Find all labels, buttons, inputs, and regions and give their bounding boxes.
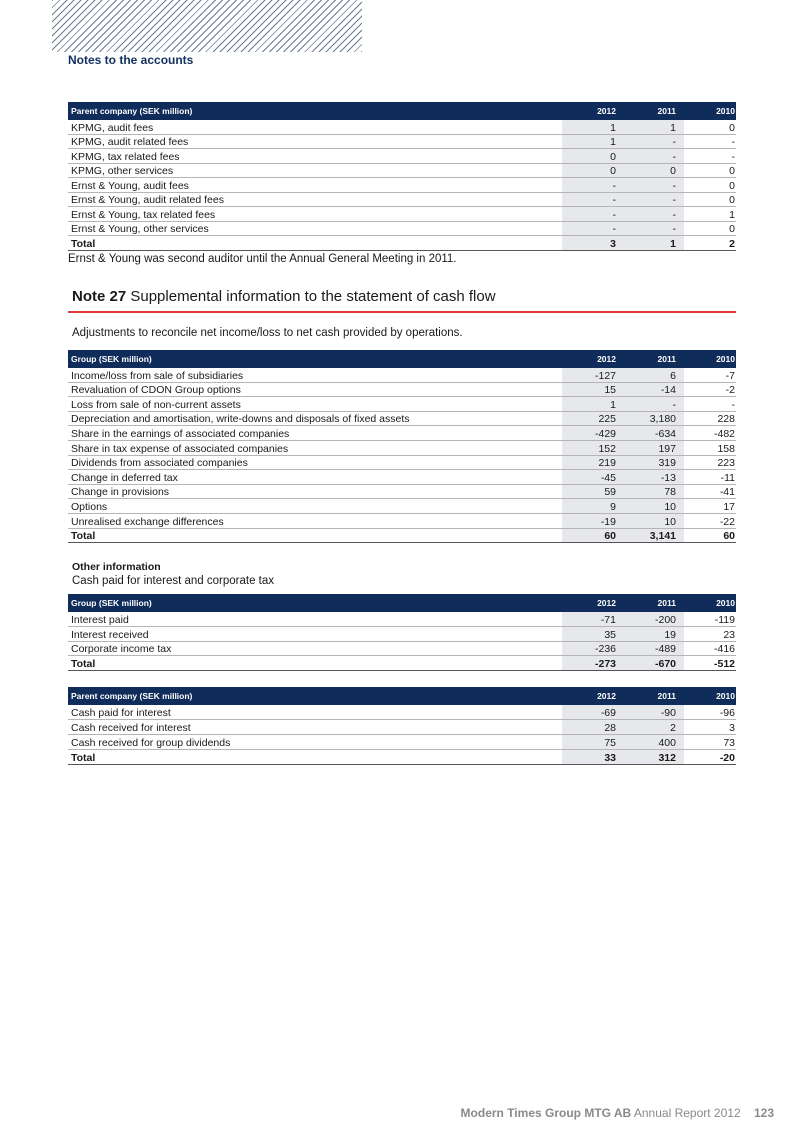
row-value: - <box>731 398 735 411</box>
row-value: 10 <box>664 500 676 513</box>
header-label: Group (SEK million) <box>71 598 152 608</box>
table-row <box>68 164 736 179</box>
row-value: - <box>612 179 616 192</box>
header-year: 2012 <box>597 691 616 701</box>
header-year: 2012 <box>597 354 616 364</box>
row-value: -7 <box>725 369 735 382</box>
table-header <box>68 350 736 368</box>
table-row <box>68 207 736 222</box>
table-row <box>68 485 736 500</box>
row-label: Share in tax expense of associated companies <box>71 442 289 455</box>
table-row <box>68 441 736 456</box>
row-value: 78 <box>664 486 676 499</box>
row-value: -119 <box>714 613 735 626</box>
row-label: Ernst & Young, other services <box>71 223 209 235</box>
row-value: 73 <box>723 737 735 749</box>
row-value: 60 <box>604 530 616 543</box>
row-label: KPMG, audit related fees <box>71 136 189 148</box>
footer-report: Annual Report 2012 <box>633 1106 741 1120</box>
row-value: 400 <box>658 737 676 749</box>
header-year: 2012 <box>597 106 616 116</box>
row-value: - <box>612 194 616 206</box>
heading-divider <box>68 311 736 313</box>
table-row <box>68 612 736 627</box>
table-row <box>68 368 736 383</box>
row-value: 3 <box>610 237 616 250</box>
row-value: 28 <box>604 722 616 734</box>
page-number: 123 <box>753 1106 774 1120</box>
row-label: Loss from sale of non-current assets <box>71 398 241 411</box>
row-value: -41 <box>719 486 735 499</box>
table-row <box>68 642 736 657</box>
row-value: -11 <box>720 471 735 484</box>
header-year: 2011 <box>657 354 676 364</box>
row-value: - <box>612 223 616 235</box>
row-value: 0 <box>670 165 676 177</box>
row-value: -69 <box>600 707 616 719</box>
row-label: KPMG, tax related fees <box>71 150 180 163</box>
row-value: 197 <box>658 442 676 455</box>
row-value: -2 <box>725 384 735 397</box>
row-value: 10 <box>664 515 676 528</box>
table-row <box>68 720 736 735</box>
page-footer <box>461 1106 774 1120</box>
table-row <box>68 397 736 412</box>
row-value: 1 <box>729 208 735 221</box>
row-label: Options <box>71 500 108 513</box>
row-label: Total <box>71 237 96 250</box>
row-value: 2 <box>670 722 676 734</box>
table-row <box>68 383 736 398</box>
row-value: 15 <box>604 384 616 397</box>
other-information-title: Other information <box>72 561 161 573</box>
row-value: -236 <box>594 643 616 656</box>
row-value: 0 <box>729 179 735 192</box>
table-row <box>68 470 736 485</box>
row-value: - <box>672 136 676 148</box>
row-value: -429 <box>594 427 616 440</box>
row-value: - <box>612 208 616 221</box>
row-value: 312 <box>658 752 676 764</box>
row-value: 219 <box>598 457 616 470</box>
header-year: 2011 <box>657 106 676 116</box>
row-value: 9 <box>610 500 616 513</box>
header-year: 2011 <box>657 691 676 701</box>
table-total-row <box>68 750 736 765</box>
row-value: - <box>672 223 676 235</box>
row-value: 0 <box>729 223 735 235</box>
section-title: Notes to the accounts <box>68 53 194 67</box>
note-number: Note 27 <box>72 288 127 305</box>
row-value: 228 <box>717 413 735 426</box>
row-value: -71 <box>600 613 616 626</box>
note-title-text: Supplemental information to the statement of cash flow <box>130 288 496 305</box>
row-value: 3,141 <box>649 530 676 543</box>
row-value: 223 <box>717 457 735 470</box>
row-value: -670 <box>654 658 676 671</box>
row-value: -13 <box>660 471 676 484</box>
row-label: Income/loss from sale of subsidiaries <box>71 369 244 382</box>
table-row <box>68 178 736 193</box>
row-label: Total <box>71 530 96 543</box>
row-value: - <box>731 150 735 163</box>
row-value: 158 <box>717 442 735 455</box>
header-label: Parent company (SEK million) <box>71 106 193 116</box>
table-row <box>68 499 736 514</box>
row-value: -200 <box>654 613 676 626</box>
table-total-row <box>68 656 736 671</box>
row-value: 35 <box>604 628 616 641</box>
row-label: Cash received for interest <box>71 722 191 734</box>
table-row <box>68 120 736 135</box>
row-value: -127 <box>594 369 616 382</box>
header-year: 2011 <box>657 598 676 608</box>
table-row <box>68 222 736 237</box>
adjustments-table <box>68 350 736 543</box>
row-value: 1 <box>670 237 676 250</box>
table-header <box>68 687 736 705</box>
table-row <box>68 135 736 150</box>
row-value: - <box>672 208 676 221</box>
row-value: 1 <box>610 136 616 148</box>
row-label: Change in deferred tax <box>71 471 178 484</box>
row-value: - <box>672 194 676 206</box>
row-label: KPMG, other services <box>71 165 174 177</box>
auditor-footnote: Ernst & Young was second auditor until the Annual General Meeting in 2011. <box>68 253 457 265</box>
table-row <box>68 149 736 164</box>
table-row <box>68 426 736 441</box>
table-total-row <box>68 529 736 544</box>
group-interest-table <box>68 594 736 671</box>
row-value: 75 <box>604 737 616 749</box>
table-row <box>68 705 736 720</box>
row-value: 1 <box>610 121 616 134</box>
row-label: Change in provisions <box>71 486 170 499</box>
header-year: 2012 <box>597 598 616 608</box>
row-label: Cash received for group dividends <box>71 737 231 749</box>
header-label: Group (SEK million) <box>71 354 152 364</box>
row-label: KPMG, audit fees <box>71 121 154 134</box>
row-value: -512 <box>713 658 735 671</box>
row-value: 0 <box>729 165 735 177</box>
row-value: -14 <box>660 384 676 397</box>
row-value: - <box>731 136 735 148</box>
row-label: Share in the earnings of associated companies <box>71 427 290 440</box>
table-row <box>68 627 736 642</box>
row-value: 319 <box>658 457 676 470</box>
table-row <box>68 514 736 529</box>
row-value: 2 <box>729 237 735 250</box>
row-value: -489 <box>654 643 676 656</box>
row-value: 0 <box>610 165 616 177</box>
row-label: Interest received <box>71 628 149 641</box>
row-value: -19 <box>600 515 616 528</box>
header-year: 2010 <box>716 354 735 364</box>
note-intro: Adjustments to reconcile net income/loss to net cash provided by operations. <box>72 327 463 339</box>
row-value: - <box>672 398 676 411</box>
auditor-fees-table <box>68 102 736 251</box>
parent-interest-table <box>68 687 736 765</box>
row-value: 3 <box>729 722 735 734</box>
table-row <box>68 412 736 427</box>
row-label: Corporate income tax <box>71 643 172 656</box>
row-label: Total <box>71 752 96 764</box>
header-year: 2010 <box>716 598 735 608</box>
row-label: Dividends from associated companies <box>71 457 248 470</box>
header-hatch-pattern <box>52 0 362 52</box>
row-label: Depreciation and amortisation, write-downs and disposals of fixed assets <box>71 413 410 426</box>
row-value: 17 <box>723 500 735 513</box>
other-information-subtitle: Cash paid for interest and corporate tax <box>72 575 275 587</box>
row-label: Cash paid for interest <box>71 707 171 719</box>
row-value: 0 <box>729 121 735 134</box>
row-value: -96 <box>719 707 735 719</box>
row-value: -273 <box>594 658 616 671</box>
row-value: -20 <box>719 752 735 764</box>
row-value: -22 <box>719 515 735 528</box>
row-label: Ernst & Young, tax related fees <box>71 208 216 221</box>
row-label: Ernst & Young, audit fees <box>71 179 189 192</box>
row-value: - <box>672 179 676 192</box>
row-label: Revaluation of CDON Group options <box>71 384 241 397</box>
row-value: 33 <box>604 752 616 764</box>
row-label: Ernst & Young, audit related fees <box>71 194 224 206</box>
header-label: Parent company (SEK million) <box>71 691 193 701</box>
header-year: 2010 <box>716 691 735 701</box>
row-value: 1 <box>610 398 616 411</box>
table-total-row <box>68 236 736 251</box>
row-value: -634 <box>654 427 676 440</box>
row-value: - <box>672 150 676 163</box>
footer-brand: Modern Times Group MTG AB <box>460 1106 632 1120</box>
table-row <box>68 735 736 750</box>
row-value: 152 <box>598 442 616 455</box>
row-value: 23 <box>723 628 735 641</box>
row-value: 0 <box>729 194 735 206</box>
table-header <box>68 102 736 120</box>
row-value: 59 <box>604 486 616 499</box>
row-value: -416 <box>713 643 735 656</box>
row-value: -90 <box>660 707 676 719</box>
row-value: -482 <box>713 427 735 440</box>
row-value: 60 <box>723 530 735 543</box>
table-header <box>68 594 736 612</box>
row-label: Total <box>71 658 96 671</box>
row-value: 1 <box>670 121 676 134</box>
header-year: 2010 <box>716 106 735 116</box>
row-label: Unrealised exchange differences <box>71 515 224 528</box>
table-row <box>68 193 736 208</box>
row-value: 3,180 <box>649 413 676 426</box>
row-label: Interest paid <box>71 613 129 626</box>
note-27-heading <box>72 288 496 305</box>
row-value: -45 <box>600 471 616 484</box>
row-value: 0 <box>610 150 616 163</box>
row-value: 6 <box>670 369 676 382</box>
table-row <box>68 456 736 471</box>
row-value: 19 <box>664 628 676 641</box>
row-value: 225 <box>598 413 616 426</box>
